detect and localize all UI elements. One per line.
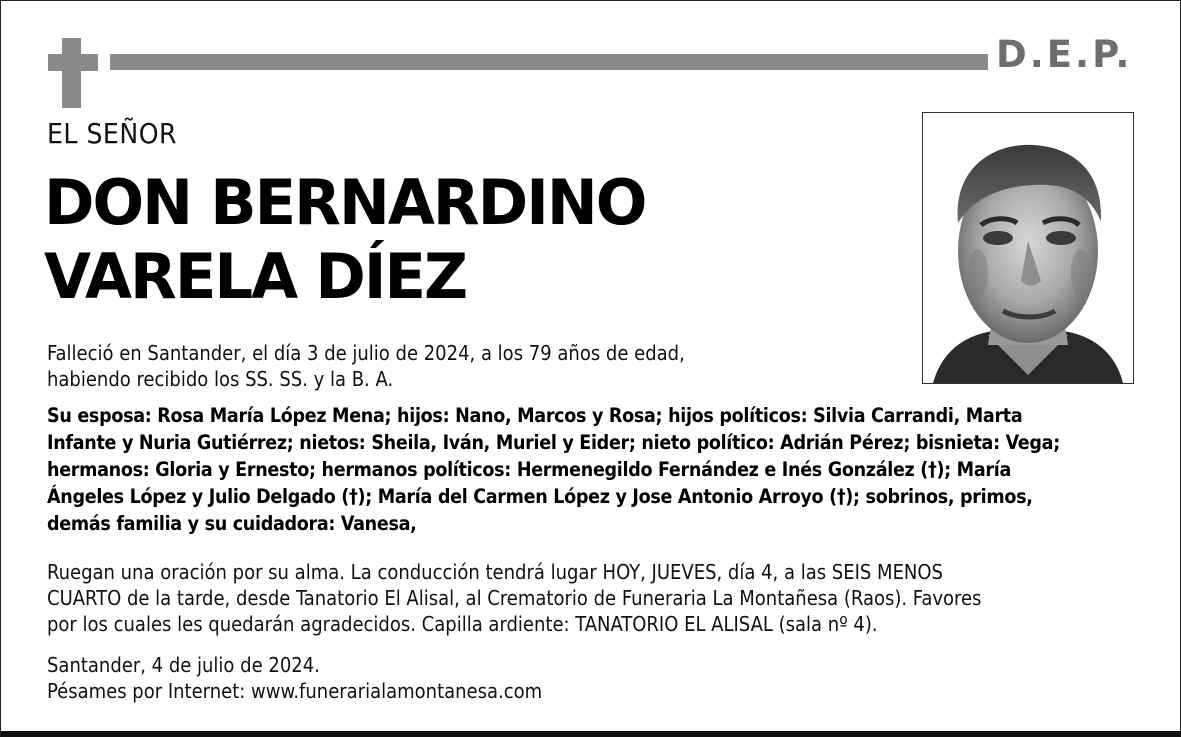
closing-info [47,652,947,704]
family-line-2: Infante y Nuria Gutiérrez; nietos: Sheila, Iván, Muriel y Eider; nieto político: Adrián Pérez; bisnieta: Vega; [47,431,1060,454]
family-line-5: demás familia y su cuidadora: Vanesa, [47,512,417,535]
name-line-2: VARELA DÍEZ [44,240,467,313]
ceremony-line-2: CUARTO de la tarde, desde Tanatorio El Alisal, al Crematorio de Funeraria La Montañesa (Raos). Favores [47,586,982,610]
ceremony-line-3: por los cuales les quedarán agradecidos. Capilla ardiente: TANATORIO EL ALISAL (sala nº 4). [47,612,878,636]
family-line-3: hermanos: Gloria y Ernesto; hermanos políticos: Hermenegildo Fernández e Inés González (†); María [47,458,1011,481]
family-line-1: Su esposa: Rosa María López Mena; hijos: Nano, Marcos y Rosa; hijos políticos: Silvia Carrandi, Marta [47,404,1023,427]
family-list [47,402,1137,537]
dep-label: D.E.P. [996,33,1133,76]
portrait-photo [922,112,1134,384]
ceremony-line-1: Ruegan una oración por su alma. La conducción tendrá lugar HOY, JUEVES, día 4, a las SEIS MENOS [47,560,943,584]
death-notice-line-1: Falleció en Santander, el día 3 de julio de 2024, a los 79 años de edad, [47,341,685,365]
portrait-image [923,113,1133,383]
condolences-line: Pésames por Internet: www.funerarialamontanesa.com [47,679,543,703]
family-line-4: Ángeles López y Julio Delgado (†); María del Carmen López y Jose Antonio Arroyo (†); sobrinos, primos, [47,485,1033,508]
place-date: Santander, 4 de julio de 2024. [47,653,320,677]
cross-horizontal-bar [48,54,98,71]
name-line-1: DON BERNARDINO [44,166,646,239]
death-notice [47,340,807,392]
cross-vertical-bar [62,38,81,108]
death-notice-line-2: habiendo recibido los SS. SS. y la B. A. [47,367,394,391]
deceased-name [44,166,645,314]
honorific: EL SEÑOR [47,117,178,150]
header-rule [110,54,988,70]
ceremony-details [47,559,1137,637]
bottom-border [0,731,1181,737]
